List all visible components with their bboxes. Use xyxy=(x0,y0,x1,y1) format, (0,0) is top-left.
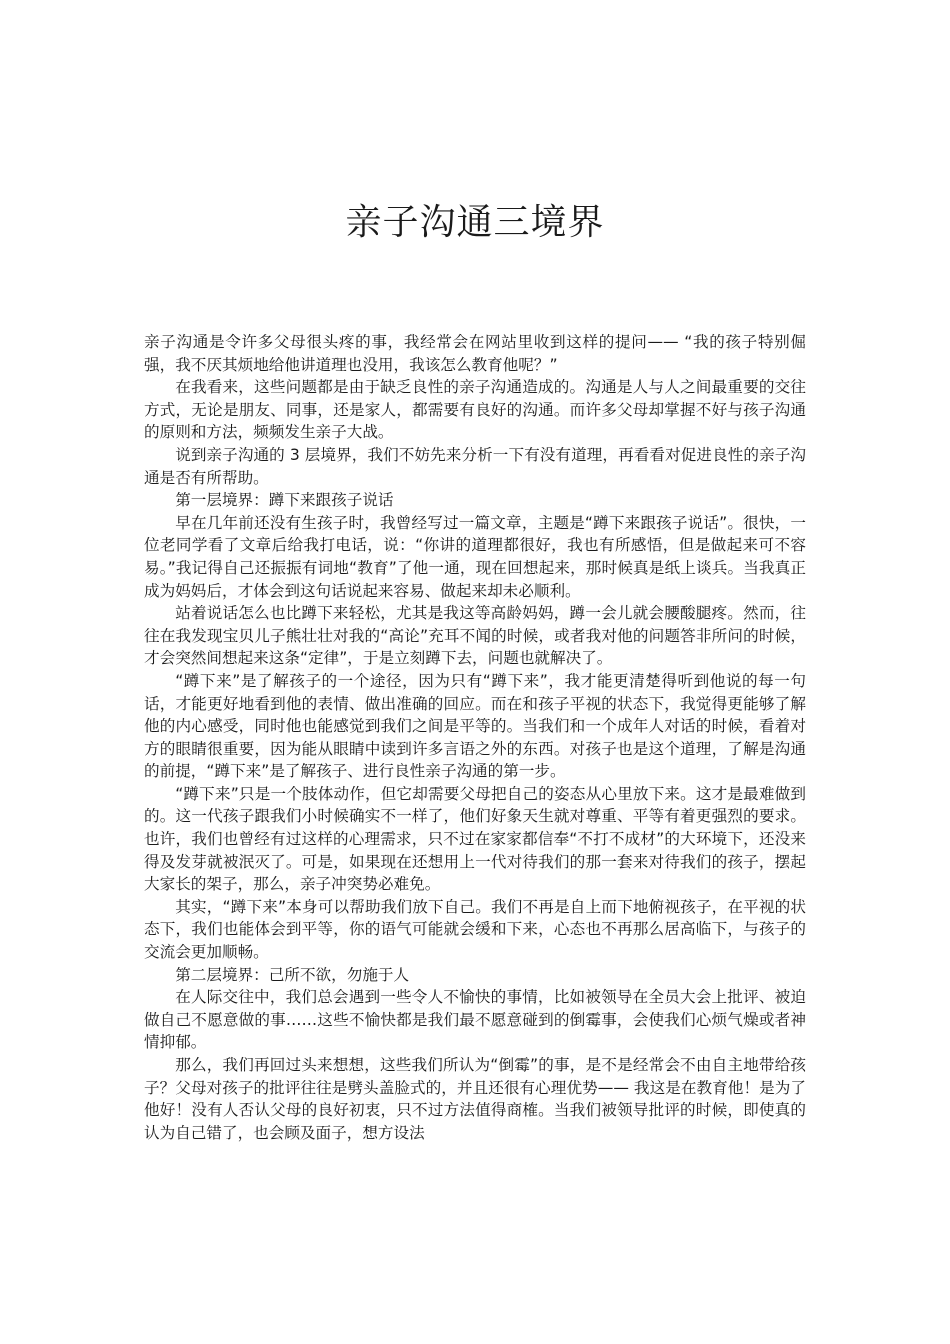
paragraph: “蹲下来”是了解孩子的一个途径，因为只有“蹲下来”，我才能更清楚得听到他说的每一句话，才能更好地看到他的表情、做出准确的回应。而在和孩子平视的状态下，我觉得更能够了解他的内心感受，同时他也能感觉到我们之间是平等的。当我们和一个成年人对话的时候，看着对方的眼睛很重要，因为能从眼睛中读到许多言语之外的东西。对孩子也是这个道理，了解是沟通的前提，“蹲下来”是了解孩子、进行良性亲子沟通的第一步。 xyxy=(144,671,806,781)
section-heading-level-1: 第一层境界：蹲下来跟孩子说话 xyxy=(175,491,394,510)
paragraph: 站着说话怎么也比蹲下来轻松，尤其是我这等高龄妈妈，蹲一会儿就会腰酸腿疼。然而，往往在我发现宝贝儿子熊壮壮对我的“高论”充耳不闻的时候，或者我对他的问题答非所问的时候，才会突然间想起来这条“定律”，于是立刻蹲下去，问题也就解决了。 xyxy=(144,604,806,668)
paragraph: 那么，我们再回过头来想想，这些我们所认为“倒霉”的事，是不是经常会不由自主地带给孩子？父母对孩子的批评往往是劈头盖脸式的，并且还很有心理优势—— 我这是在教育他！是为了他好！没有人否认父母的良好初衷，只不过方法值得商榷。当我们被领导批评的时候，即使真的认为自己错了，也会顾及面子，想方设法 xyxy=(144,1056,806,1142)
paragraph: “蹲下来”只是一个肢体动作，但它却需要父母把自己的姿态从心里放下来。这才是最难做到的。这一代孩子跟我们小时候确实不一样了，他们好象天生就对尊重、平等有着更强烈的要求。也许，我们也曾经有过这样的心理需求，只不过在家家都信奉“不打不成材”的大环境下，还没来得及发芽就被泯灭了。可是，如果现在还想用上一代对待我们的那一套来对待我们的孩子，摆起大家长的架子，那么，亲子冲突势必难免。 xyxy=(144,784,806,894)
document-title: 亲子沟通三境界 xyxy=(345,202,605,243)
paragraph: 说到亲子沟通的 3 层境界，我们不妨先来分析一下有没有道理，再看看对促进良性的亲子沟通是否有所帮助。 xyxy=(144,445,806,487)
paragraph: 在我看来，这些问题都是由于缺乏良性的亲子沟通造成的。沟通是人与人之间最重要的交往方式，无论是朋友、同事，还是家人，都需要有良好的沟通。而许多父母却掌握不好与孩子沟通的原则和方法，频频发生亲子大战。 xyxy=(144,378,806,442)
section-heading-level-2: 第二层境界：己所不欲，勿施于人 xyxy=(175,965,410,984)
paragraph: 在人际交往中，我们总会遇到一些令人不愉快的事情，比如被领导在全员大会上批评、被迫做自己不愿意做的事……这些不愉快都是我们最不愿意碰到的倒霉事，会使我们心烦气燥或者神情抑郁。 xyxy=(144,988,806,1052)
document-body xyxy=(144,331,806,1144)
paragraph: 其实，“蹲下来”本身可以帮助我们放下自己。我们不再是自上而下地俯视孩子，在平视的状态下，我们也能体会到平等，你的语气可能就会缓和下来，心态也不再那么居高临下，与孩子的交流会更加顺畅。 xyxy=(144,897,806,962)
paragraph-intro: 亲子沟通是令许多父母很头疼的事，我经常会在网站里收到这样的提问—— “我的孩子特别倔强，我不厌其烦地给他讲道理也没用，我该怎么教育他呢？” xyxy=(144,333,806,374)
paragraph: 早在几年前还没有生孩子时，我曾经写过一篇文章，主题是“蹲下来跟孩子说话”。很快，一位老同学看了文章后给我打电话，说：“你讲的道理都很好，我也有所感悟，但是做起来可不容易。”我记得自己还振振有词地“教育”了他一通，现在回想起来，那时候真是纸上谈兵。当我真正成为妈妈后，才体会到这句话说起来容易、做起来却未必顺利。 xyxy=(144,513,806,600)
